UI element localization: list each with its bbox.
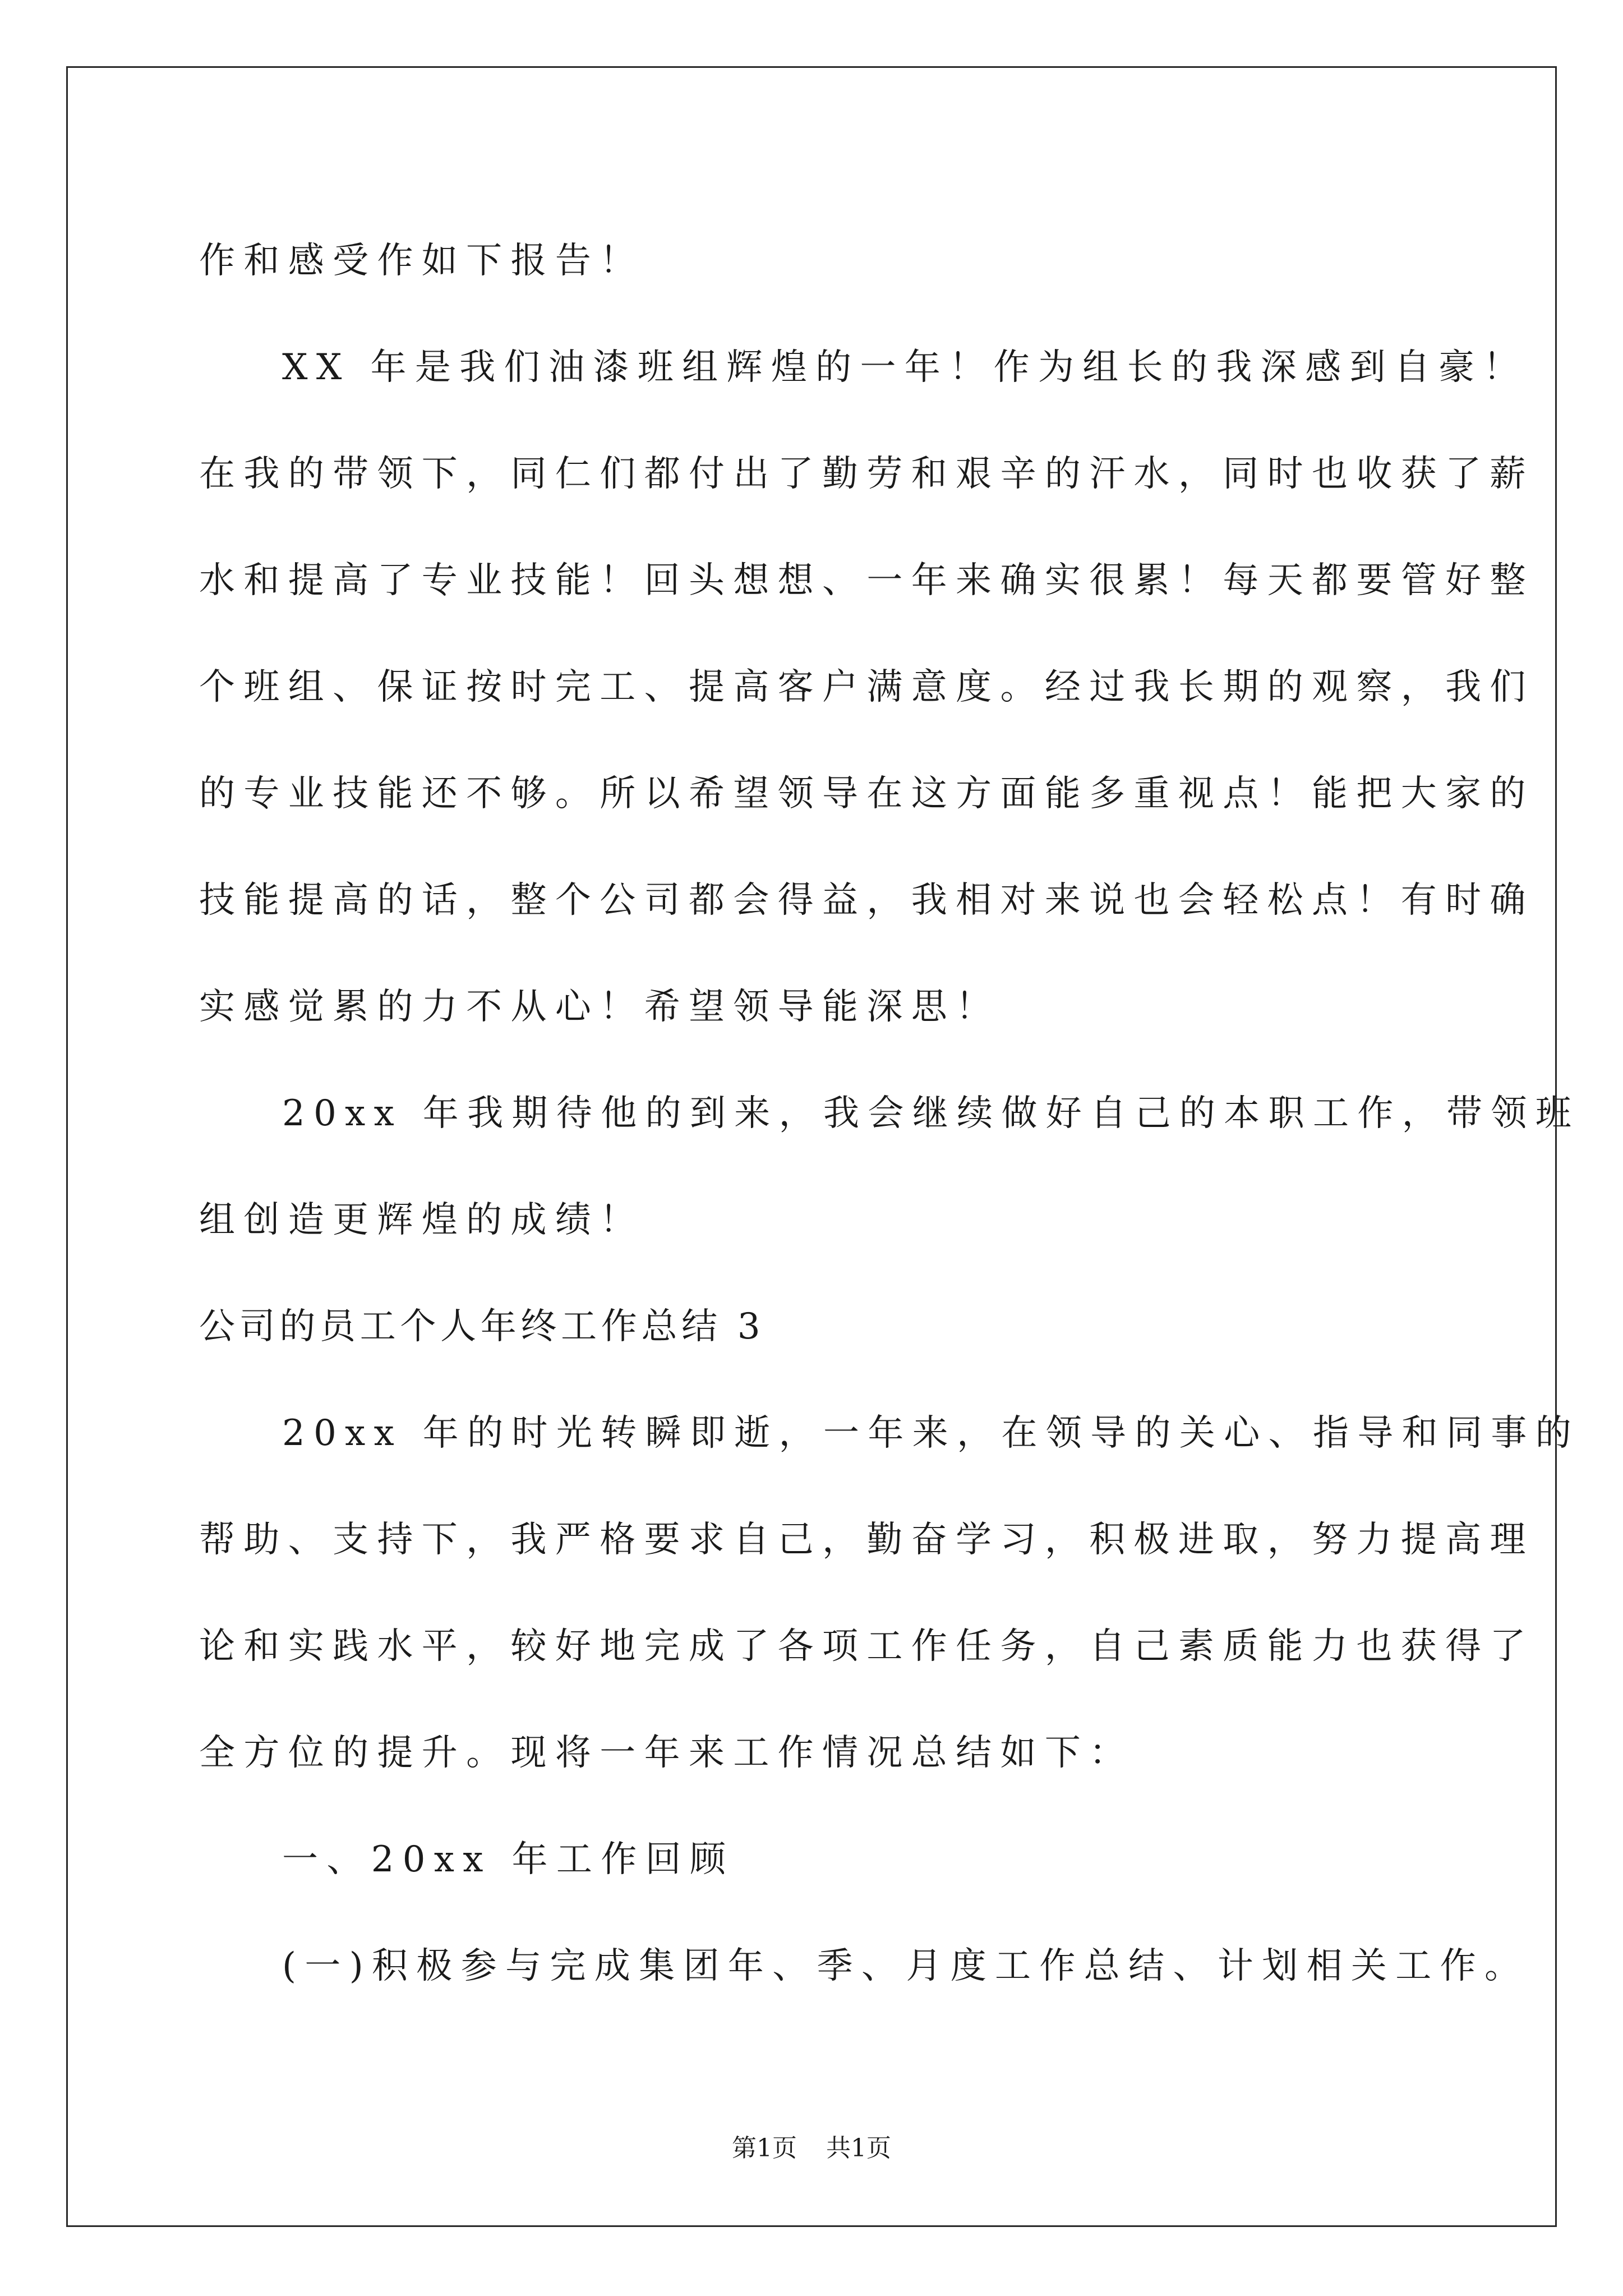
- page-total: 共1页: [826, 2134, 891, 2162]
- text-line-1: 作和感受作如下报告！: [199, 240, 644, 282]
- text-line-6: 的专业技能还不够。所以希望领导在这方面能多重视点！能把大家的: [199, 773, 1534, 815]
- text-line-3: 在我的带领下，同仁们都付出了勤劳和艰辛的汗水，同时也收获了薪: [199, 453, 1534, 495]
- text-line-17: (一)积极参与完成集团年、季、月度工作总结、计划相关工作。: [282, 1945, 1529, 1987]
- text-line-8: 实感觉累的力不从心！希望领导能深思！: [199, 986, 1000, 1028]
- section-heading: 公司的员工个人年终工作总结 3: [199, 1306, 765, 1347]
- subheading-review: 一、20xx 年工作回顾: [282, 1839, 735, 1880]
- text-line-12: 20xx 年的时光转瞬即逝，一年来，在领导的关心、指导和同事的: [282, 1412, 1580, 1454]
- text-line-5: 个班组、保证按时完工、提高客户满意度。经过我长期的观察，我们: [199, 666, 1534, 708]
- text-line-13: 帮助、支持下，我严格要求自己，勤奋学习，积极进取，努力提高理: [199, 1519, 1534, 1561]
- text-line-14: 论和实践水平，较好地完成了各项工作任务，自己素质能力也获得了: [199, 1626, 1534, 1667]
- text-line-2: XX 年是我们油漆班组辉煌的一年！作为组长的我深感到自豪！: [282, 347, 1528, 388]
- page-number: 第1页: [732, 2134, 797, 2162]
- document-body: [199, 208, 1580, 2019]
- page-footer: [0, 2132, 1623, 2165]
- text-line-7: 技能提高的话，整个公司都会得益，我相对来说也会轻松点！有时确: [199, 880, 1534, 921]
- text-line-4: 水和提高了专业技能！回头想想、一年来确实很累！每天都要管好整: [199, 560, 1534, 601]
- text-line-15: 全方位的提升。现将一年来工作情况总结如下：: [199, 1732, 1134, 1774]
- text-line-9: 20xx 年我期待他的到来，我会继续做好自己的本职工作，带领班: [282, 1093, 1580, 1134]
- text-line-10: 组创造更辉煌的成绩！: [199, 1199, 644, 1241]
